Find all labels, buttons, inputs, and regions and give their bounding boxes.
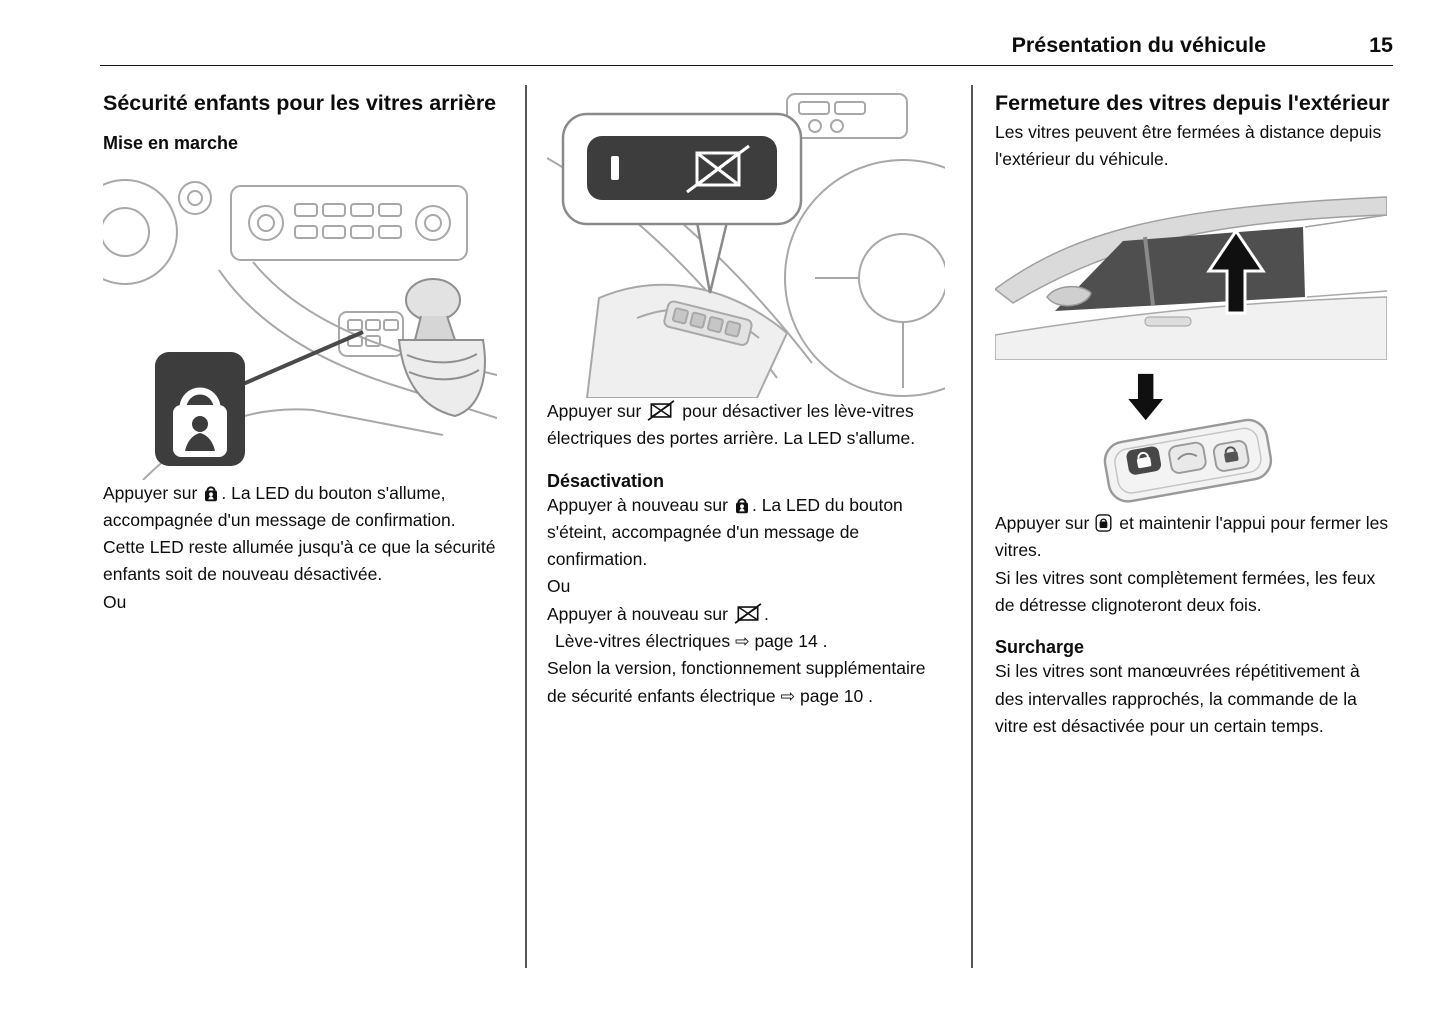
press-again-paragraph xyxy=(547,601,947,628)
paragraph-text: . La LED du bouton s'allume, accompagnée d'un message de confirmation. Cette LED reste allumée jusqu'à ce que la sécurité enfants soit de nouveau désactivée. xyxy=(103,482,496,585)
overload-paragraph: Si les vitres sont manœuvrées répétitivement à des intervalles rapprochés, la commande de la vitre est désactivée pour un certain temps. xyxy=(995,661,1360,736)
paragraph-text: pour désactiver les lève-vitres électriques des portes arrière. La LED s'allume. xyxy=(547,401,916,449)
key-button-arrow xyxy=(1128,374,1163,420)
section-child-safety-windows xyxy=(103,88,497,616)
column-divider-left xyxy=(525,85,527,968)
activation-paragraph xyxy=(103,480,497,589)
or-label: Ou xyxy=(547,576,571,597)
paragraph-text: Appuyer à nouveau sur xyxy=(547,603,728,624)
paragraph-text: Appuyer sur xyxy=(995,513,1090,534)
section-close-windows-outside xyxy=(995,88,1391,740)
intro-paragraph: Les vitres peuvent être fermées à distance depuis l'extérieur du véhicule. xyxy=(995,121,1382,169)
paragraph-text: Appuyer à nouveau sur xyxy=(547,494,728,515)
paragraph-text: . La LED du bouton s'éteint, accompagnée d'un message de confirmation. xyxy=(547,494,903,570)
subsection-heading-activation: Mise en marche xyxy=(103,132,239,153)
child-lock-icon xyxy=(203,480,219,507)
door-panel-illustration xyxy=(547,88,945,398)
or-label: Ou xyxy=(103,591,127,612)
window-closing-illustration xyxy=(995,185,1387,360)
subsection-heading-deactivation: Désactivation xyxy=(547,470,665,491)
remote-close-lock-icon xyxy=(1095,510,1112,537)
page-number: 15 xyxy=(1369,33,1393,57)
console-shifter-illustration xyxy=(103,170,497,480)
paragraph-text: Appuyer sur xyxy=(547,401,642,421)
subsection-heading-overload: Surcharge xyxy=(995,637,1085,658)
hazard-flash-paragraph: Si les vitres sont complètement fermées, les feux de détresse clignoteront deux fois. xyxy=(995,567,1376,615)
rear-window-disable-icon xyxy=(734,601,762,628)
crossref-power-windows: Lève-vitres électriques ⇨ page 14 . xyxy=(555,631,828,652)
section-window-disable xyxy=(547,88,947,710)
paragraph-text: Appuyer sur xyxy=(103,482,198,503)
page-header xyxy=(100,0,1393,66)
page-header-title: Présentation du véhicule xyxy=(1011,33,1267,57)
disable-rear-windows-paragraph xyxy=(547,398,947,453)
press-and-hold-paragraph xyxy=(995,510,1391,565)
version-note-paragraph: Selon la version, fonctionnement supplémentaire de sécurité enfants électrique ⇨ page 10 . xyxy=(547,658,926,706)
child-lock-callout xyxy=(155,352,245,466)
rear-window-disable-icon xyxy=(647,398,675,425)
section-heading: Fermeture des vitres depuis l'extérieur xyxy=(995,91,1390,115)
key-fob-illustration xyxy=(1068,370,1318,510)
section-heading: Sécurité enfants pour les vitres arrière xyxy=(103,91,497,115)
column-divider-right xyxy=(971,85,973,968)
paragraph-text: . xyxy=(763,603,769,624)
paragraph-text: et maintenir l'appui pour fermer les vitres. xyxy=(995,513,1389,561)
deactivation-paragraph xyxy=(547,492,947,574)
child-lock-icon xyxy=(734,492,750,519)
